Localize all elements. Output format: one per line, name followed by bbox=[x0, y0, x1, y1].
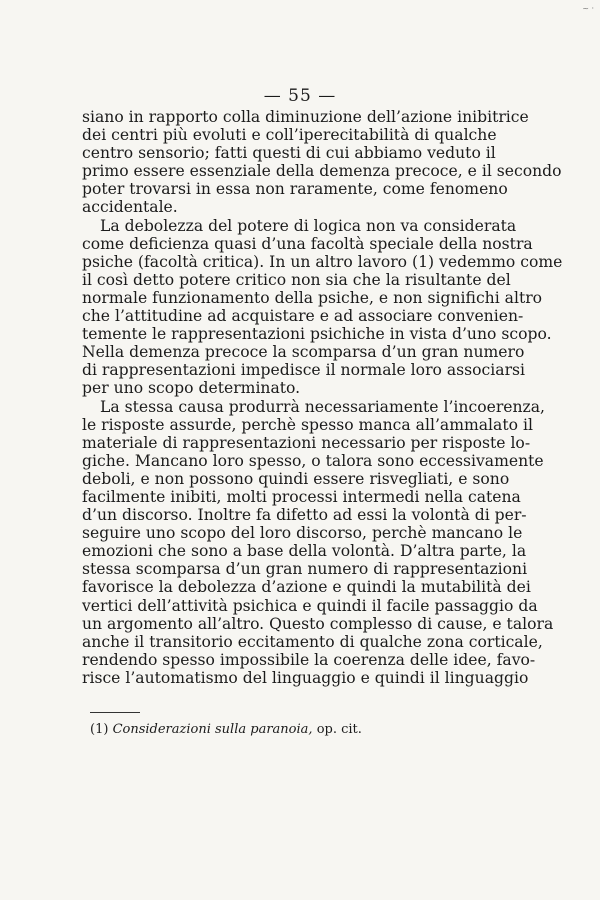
text-line: emozioni che sono a base della volontà. D’altra parte, la bbox=[82, 542, 527, 561]
text-line: centro sensorio; fatti questi di cui abbiamo veduto il bbox=[82, 144, 496, 163]
text-line: che l’attitudine ad acquistare e ad associare convenien- bbox=[82, 307, 524, 326]
text-line: deboli, e non possono quindi essere risvegliati, e sono bbox=[82, 469, 510, 488]
text-line: materiale di rappresentazioni necessario per risposte lo- bbox=[82, 433, 531, 452]
page-number: — 55 — bbox=[263, 86, 337, 106]
text-line: favorisce la debolezza d’azione e quindi la mutabilità dei bbox=[82, 578, 531, 597]
footnote bbox=[90, 722, 470, 738]
body-text bbox=[82, 108, 563, 687]
text-line: facilmente inibiti, molti processi intermedi nella catena bbox=[82, 487, 521, 506]
text-line: poter trovarsi in essa non raramente, come fenomeno bbox=[82, 180, 508, 199]
footnote-title: Considerazioni sulla paranoia, bbox=[112, 722, 313, 737]
text-line: le risposte assurde, perchè spesso manca all’ammalato il bbox=[82, 415, 533, 434]
text-line: psiche (facoltà critica). In un altro lavoro (1) vedemmo come bbox=[82, 252, 563, 271]
text-line: rendendo spesso impossibile la coerenza delle idee, favo- bbox=[82, 650, 536, 669]
text-line: siano in rapporto colla diminuzione dell’azione inibitrice bbox=[82, 108, 529, 126]
scan-edge-mark: ~ · bbox=[582, 4, 594, 13]
text-line: Nella demenza precoce la scomparsa d’un gran numero bbox=[82, 343, 525, 362]
text-line: d’un discorso. Inoltre fa difetto ad essi la volontà di per- bbox=[82, 506, 527, 525]
paragraph-start-line: La debolezza del potere di logica non va considerata bbox=[100, 216, 517, 235]
footnote-reference: op. cit. bbox=[316, 722, 362, 737]
text-line: giche. Mancano loro spesso, o talora sono eccessivamente bbox=[82, 451, 544, 470]
footnote-divider bbox=[90, 712, 140, 713]
text-line: un argomento all’altro. Questo complesso di cause, e talora bbox=[82, 614, 554, 633]
text-line: temente le rappresentazioni psichiche in vista d’uno scopo. bbox=[82, 325, 552, 344]
text-line: per uno scopo determinato. bbox=[82, 379, 301, 398]
text-line: il così detto potere critico non sia che la risultante del bbox=[82, 270, 511, 289]
text-line: accidentale. bbox=[82, 198, 178, 217]
text-line: seguire uno scopo del loro discorso, perchè mancano le bbox=[82, 524, 523, 543]
text-line: anche il transitorio eccitamento di qualche zona corticale, bbox=[82, 632, 543, 651]
text-line: normale funzionamento della psiche, e non significhi altro bbox=[82, 288, 543, 307]
text-line: di rappresentazioni impedisce il normale loro associarsi bbox=[82, 361, 526, 380]
text-line: primo essere essenziale della demenza precoce, e il secondo bbox=[82, 162, 562, 181]
paragraph-start-line: La stessa causa produrrà necessariamente l’incoerenza, bbox=[100, 397, 546, 416]
text-line: vertici dell’attività psichica e quindi il facile passaggio da bbox=[82, 596, 538, 615]
text-line: come deficienza quasi d’una facoltà speciale della nostra bbox=[82, 234, 533, 253]
footnote-marker: (1) bbox=[90, 722, 109, 737]
text-line: stessa scomparsa d’un gran numero di rappresentazioni bbox=[82, 560, 528, 579]
text-line: risce l’automatismo del linguaggio e quindi il linguaggio bbox=[82, 668, 529, 687]
text-line: dei centri più evoluti e coll’iperecitabilità di qualche bbox=[82, 126, 497, 145]
